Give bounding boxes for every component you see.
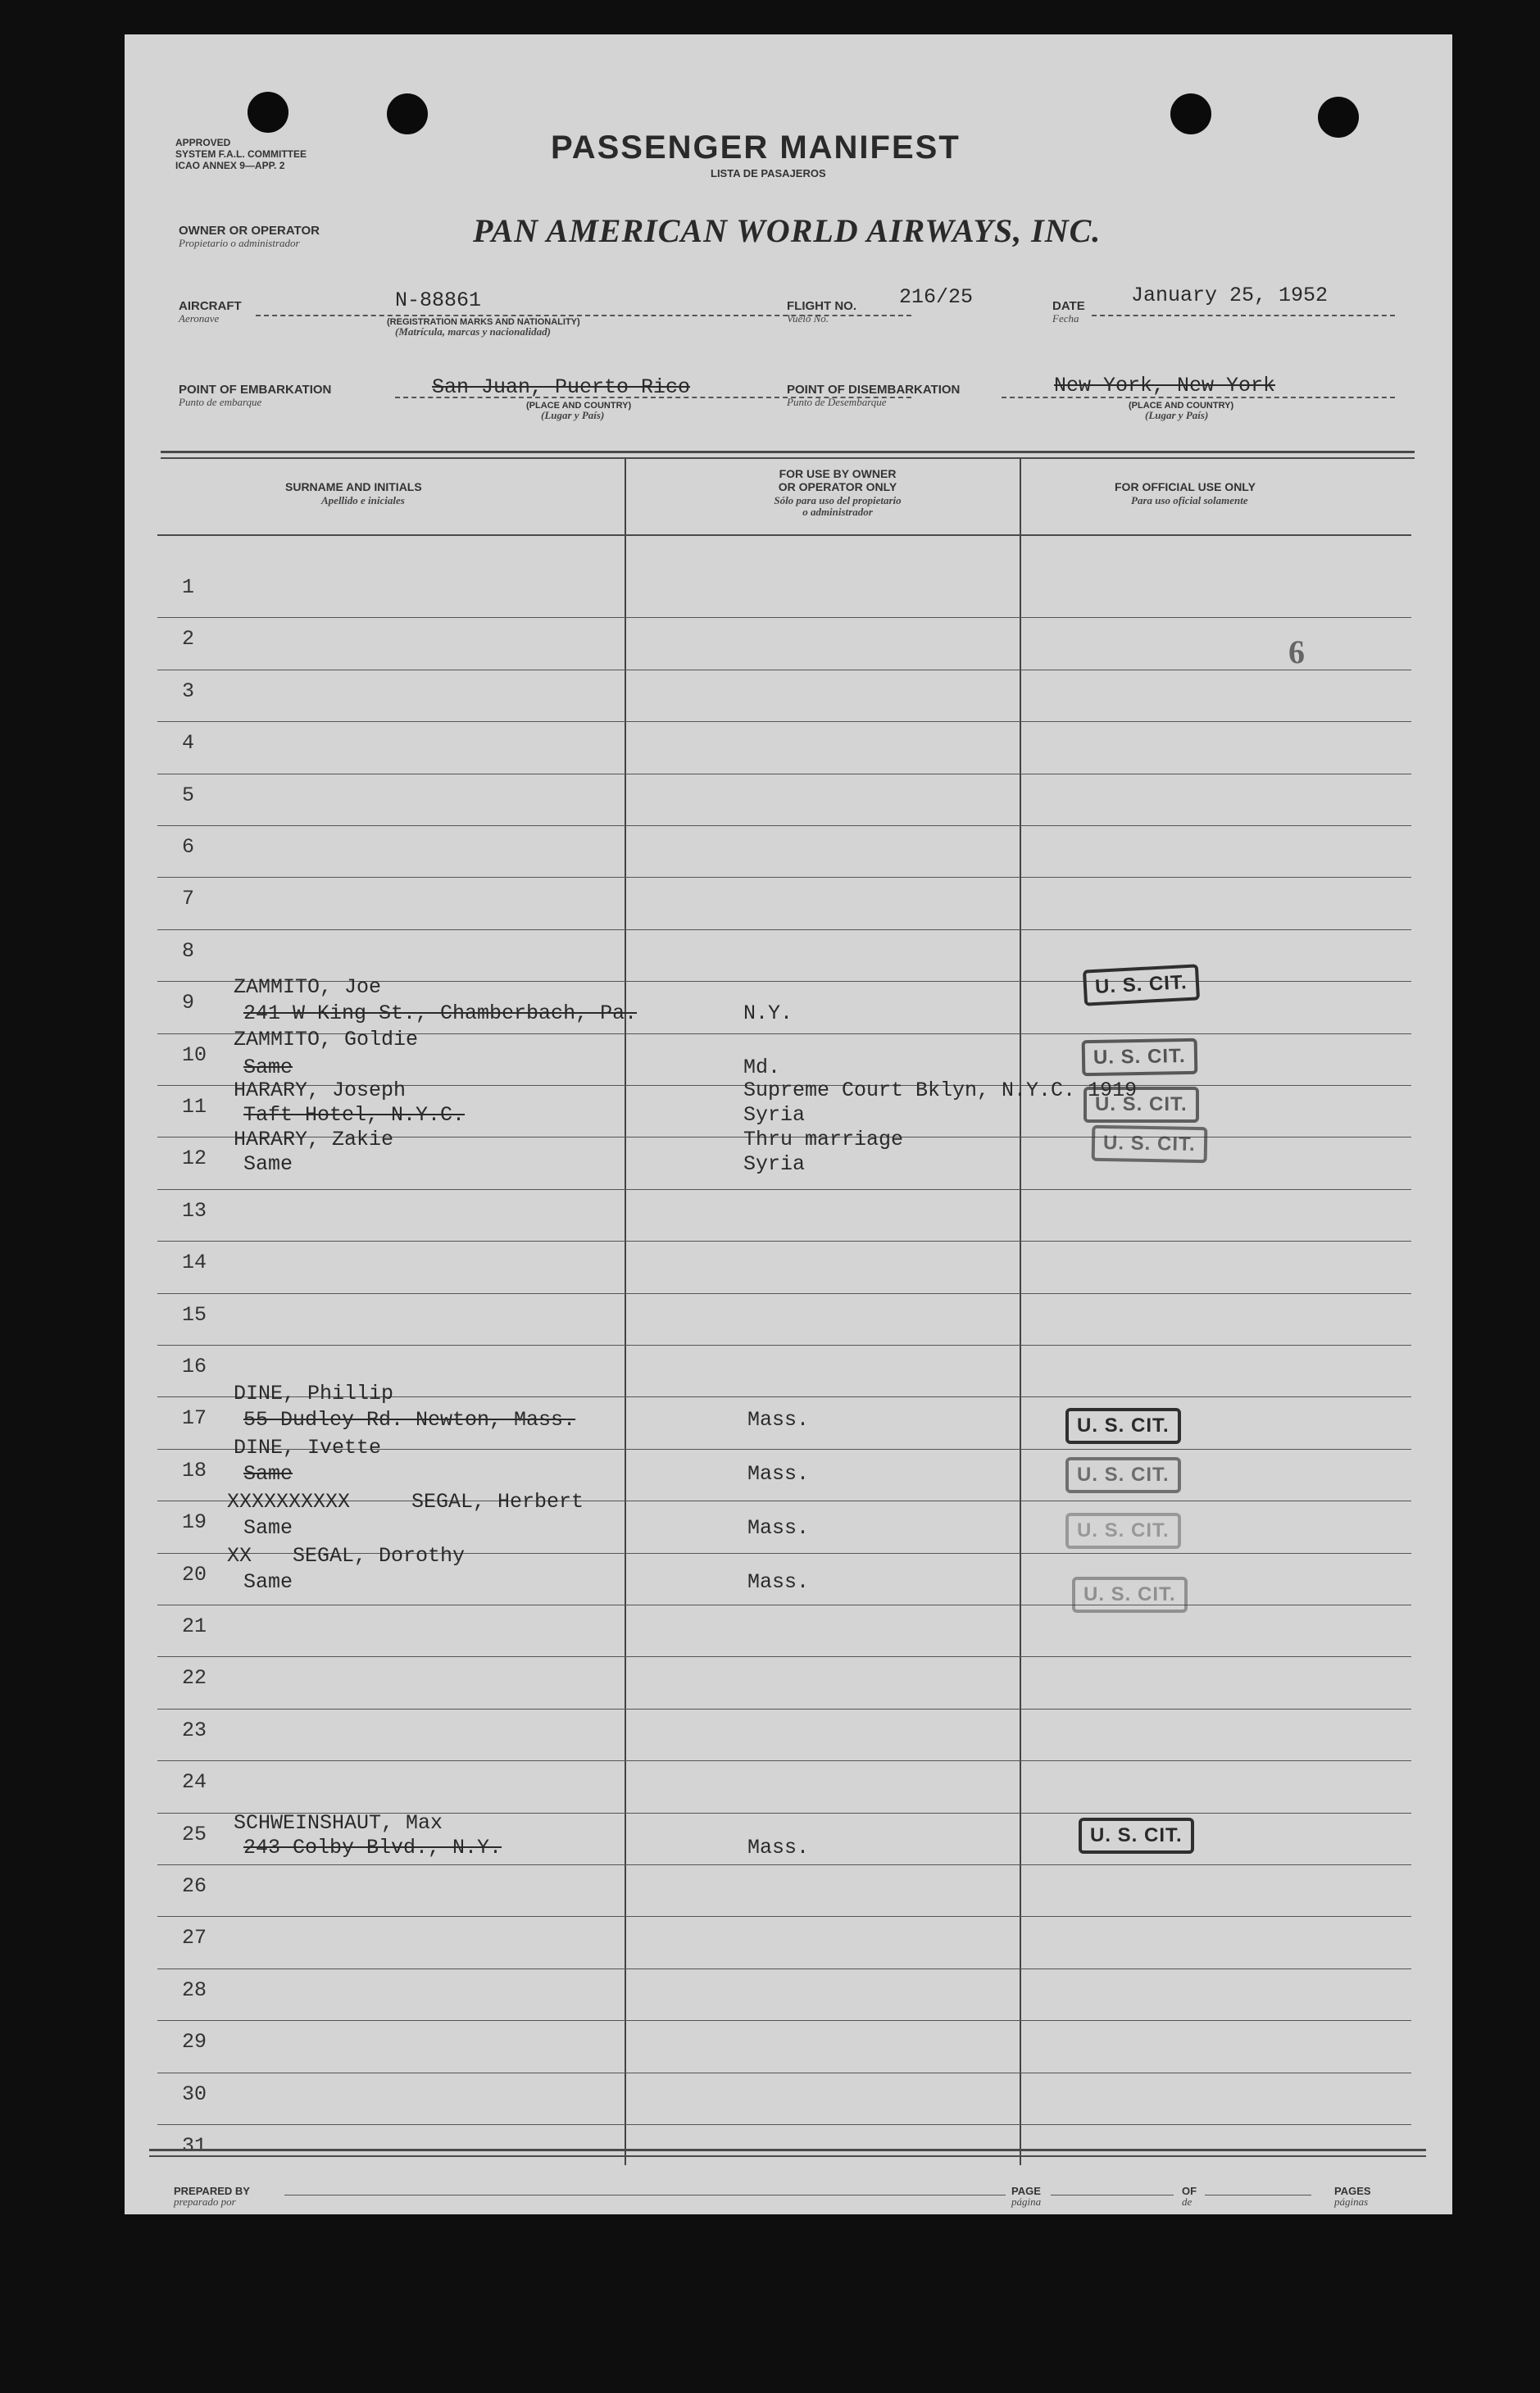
embark-place-note: (PLACE AND COUNTRY)	[526, 401, 632, 411]
date-label-es: Fecha	[1052, 312, 1079, 325]
row-number: 26	[182, 1874, 207, 1898]
entry-r11-name: ZAMMITO, Goldie	[234, 1028, 419, 1051]
row-number: 14	[182, 1251, 207, 1275]
us-citizen-stamp: U. S. CIT.	[1072, 1577, 1188, 1613]
entry-r12-addr: Taft Hotel, N.Y.C.	[243, 1103, 466, 1127]
us-citizen-stamp: U. S. CIT.	[1083, 964, 1200, 1006]
column-divider	[625, 457, 626, 2165]
aircraft-label-es: Aeronave	[179, 312, 220, 325]
row-rule	[157, 1760, 1411, 1761]
date-label: DATE	[1052, 299, 1085, 313]
date-line	[1092, 315, 1395, 316]
bottom-rule	[149, 2149, 1426, 2151]
row-rule	[157, 1916, 1411, 1917]
row-number: 2	[182, 627, 195, 652]
entry-r21-strike: XX	[227, 1544, 252, 1568]
punch-hole	[248, 92, 288, 133]
us-citizen-stamp: U. S. CIT.	[1065, 1457, 1181, 1493]
flight-label: FLIGHT NO.	[787, 299, 856, 313]
entry-r21-owner: Mass.	[747, 1570, 810, 1594]
header-rule	[161, 457, 1415, 459]
row-rule	[157, 1968, 1411, 1969]
page-title: PASSENGER MANIFEST	[551, 129, 961, 166]
embark-label: POINT OF EMBARKATION	[179, 383, 332, 397]
us-citizen-stamp: U. S. CIT.	[1065, 1408, 1181, 1444]
row-rule	[157, 877, 1411, 878]
row-number: 18	[182, 1458, 207, 1483]
row-number: 3	[182, 679, 195, 703]
aircraft-label: AIRCRAFT	[179, 299, 242, 313]
manifest-sheet	[125, 34, 1452, 2214]
flight-value: 216/25	[899, 285, 974, 309]
entry-r19-name: DINE, Ivette	[234, 1436, 382, 1460]
row-number: 6	[182, 835, 195, 859]
row-rule	[157, 617, 1411, 618]
punch-hole	[1170, 93, 1211, 134]
owner-label-es: Propietario o administrador	[179, 237, 300, 249]
approval-line: APPROVED	[175, 137, 231, 148]
row-number: 10	[182, 1042, 207, 1067]
entry-r26-name: SCHWEINSHAUT, Max	[234, 1811, 443, 1835]
disembark-value: New York, New York	[1054, 374, 1276, 397]
aircraft-value: N-88861	[395, 288, 482, 312]
owner-value: PAN AMERICAN WORLD AIRWAYS, INC.	[473, 212, 1102, 249]
row-number: 20	[182, 1562, 207, 1587]
disembark-place-note: (PLACE AND COUNTRY)	[1129, 401, 1234, 411]
row-number: 15	[182, 1302, 207, 1327]
row-number: 23	[182, 1718, 207, 1742]
row-number: 12	[182, 1147, 207, 1171]
entry-r19-owner: Mass.	[747, 1462, 810, 1486]
entry-r20-name: SEGAL, Herbert	[411, 1490, 584, 1514]
entry-r13-addr: Same	[243, 1152, 293, 1176]
entry-r19-addr: Same	[243, 1462, 293, 1486]
col-header-owner-line: FOR USE BY OWNER	[779, 467, 897, 480]
row-number: 16	[182, 1355, 207, 1378]
row-rule	[157, 1241, 1411, 1242]
flight-label-es: Vuelo No.	[787, 312, 829, 325]
row-number: 30	[182, 2082, 207, 2106]
col-header-official-es: Para uso oficial solamente	[1131, 494, 1248, 506]
entry-r13-name: HARARY, Zakie	[234, 1128, 394, 1151]
us-citizen-stamp: U. S. CIT.	[1092, 1125, 1207, 1163]
col-header-owner-es-line: o administrador	[802, 506, 873, 518]
embark-label-es: Punto de embarque	[179, 396, 262, 408]
entry-r20-strike: XXXXXXXXXX	[227, 1490, 351, 1514]
entry-r11-addr: Same	[243, 1056, 293, 1079]
entry-r21-name: SEGAL, Dorothy	[293, 1544, 466, 1568]
punch-hole	[387, 93, 428, 134]
col-header-owner-es	[723, 495, 952, 518]
col-header-owner	[731, 467, 944, 493]
bottom-rule	[149, 2155, 1426, 2157]
col-header-surname: SURNAME AND INITIALS	[285, 480, 422, 493]
row-number: 5	[182, 783, 195, 807]
entry-r12-owner2: Syria	[743, 1103, 806, 1127]
entry-r18-owner: Mass.	[747, 1408, 810, 1432]
punch-hole	[1318, 97, 1359, 138]
row-rule	[157, 2020, 1411, 2021]
row-number: 13	[182, 1198, 207, 1223]
row-rule	[157, 825, 1411, 826]
entry-r26-owner: Mass.	[747, 1836, 810, 1859]
of-label: OF	[1182, 2185, 1197, 2197]
row-rule	[157, 1345, 1411, 1346]
col-header-official: FOR OFFICIAL USE ONLY	[1115, 480, 1256, 493]
row-number: 27	[182, 1926, 207, 1950]
row-number: 11	[182, 1095, 207, 1119]
row-number: 17	[182, 1406, 207, 1431]
entry-r18-addr: 55 Dudley Rd. Newton, Mass.	[243, 1408, 576, 1432]
entry-r13-owner: Thru marriage	[743, 1128, 904, 1151]
approval-block	[175, 137, 307, 171]
row-rule	[157, 2124, 1411, 2125]
row-number: 1	[182, 575, 195, 599]
row-rule	[157, 721, 1411, 722]
row-rule	[157, 929, 1411, 930]
row-number: 24	[182, 1770, 207, 1795]
of-label-es: de	[1182, 2195, 1192, 2208]
row-number: 19	[182, 1510, 207, 1535]
row-rule	[157, 1656, 1411, 1657]
row-number: 28	[182, 1978, 207, 2002]
us-citizen-stamp: U. S. CIT.	[1083, 1087, 1199, 1123]
prepared-label-es: preparado por	[174, 2195, 236, 2208]
column-divider	[1020, 457, 1021, 2165]
prepared-label: PREPARED BY	[174, 2185, 250, 2197]
row-number: 29	[182, 2030, 207, 2055]
embark-place-note-es: (Lugar y País)	[541, 409, 605, 421]
pages-label: PAGES	[1334, 2185, 1371, 2197]
row-number: 9	[182, 991, 195, 1015]
official-mark: 6	[1288, 633, 1305, 670]
aircraft-note: (REGISTRATION MARKS AND NATIONALITY)	[387, 317, 580, 327]
row-number: 22	[182, 1666, 207, 1691]
row-number: 4	[182, 731, 195, 756]
column-header-rule	[157, 534, 1411, 536]
col-header-owner-line: OR OPERATOR ONLY	[778, 480, 897, 493]
row-number: 21	[182, 1614, 207, 1638]
entry-r20-owner: Mass.	[747, 1516, 810, 1540]
row-number: 25	[182, 1822, 207, 1846]
date-value: January 25, 1952	[1131, 284, 1329, 307]
header-rule	[161, 451, 1415, 453]
page-title-es: LISTA DE PASAJEROS	[711, 167, 826, 179]
entry-r12-owner: Supreme Court Bklyn, N.Y.C. 1919	[743, 1078, 1138, 1102]
row-number: 31	[182, 2134, 207, 2158]
entry-r13-owner2: Syria	[743, 1152, 806, 1176]
entry-r11-owner: Md.	[743, 1056, 781, 1079]
owner-label: OWNER OR OPERATOR	[179, 224, 320, 238]
row-number: 8	[182, 938, 195, 963]
disembark-label-es: Punto de Desembarque	[787, 396, 887, 408]
us-citizen-stamp: U. S. CIT.	[1065, 1513, 1181, 1549]
row-rule	[157, 1864, 1411, 1865]
entry-r26-addr: 243 Colby Blvd., N.Y.	[243, 1836, 502, 1859]
approval-line: SYSTEM F.A.L. COMMITTEE	[175, 148, 307, 160]
row-number: 7	[182, 887, 195, 911]
col-header-owner-es-line: Sólo para uso del propietario	[774, 494, 902, 506]
approval-line: ICAO ANNEX 9—APP. 2	[175, 160, 285, 171]
entry-r10-owner: N.Y.	[743, 1001, 793, 1025]
embark-value: San Juan, Puerto Rico	[432, 375, 691, 399]
page-label-es: página	[1011, 2195, 1042, 2208]
row-rule	[157, 1709, 1411, 1710]
entry-r18-name: DINE, Phillip	[234, 1382, 394, 1405]
col-header-surname-es: Apellido e iniciales	[321, 494, 405, 506]
disembark-label: POINT OF DISEMBARKATION	[787, 383, 961, 397]
page-label: PAGE	[1011, 2185, 1041, 2197]
us-citizen-stamp: U. S. CIT.	[1082, 1038, 1197, 1076]
disembark-place-note-es: (Lugar y País)	[1145, 409, 1209, 421]
entry-r10-name: ZAMMITO, Joe	[234, 975, 382, 999]
entry-r10-addr: 241 W King St., Chamberbach, Pa.	[243, 1001, 638, 1025]
pages-label-es: páginas	[1334, 2195, 1369, 2208]
entry-r12-name: HARARY, Joseph	[234, 1078, 407, 1102]
entry-r20-addr: Same	[243, 1516, 293, 1540]
entry-r21-addr: Same	[243, 1570, 293, 1594]
us-citizen-stamp: U. S. CIT.	[1079, 1818, 1194, 1854]
aircraft-note-es: (Matrícula, marcas y nacionalidad)	[395, 325, 551, 338]
row-rule	[157, 1293, 1411, 1294]
row-rule	[157, 1189, 1411, 1190]
